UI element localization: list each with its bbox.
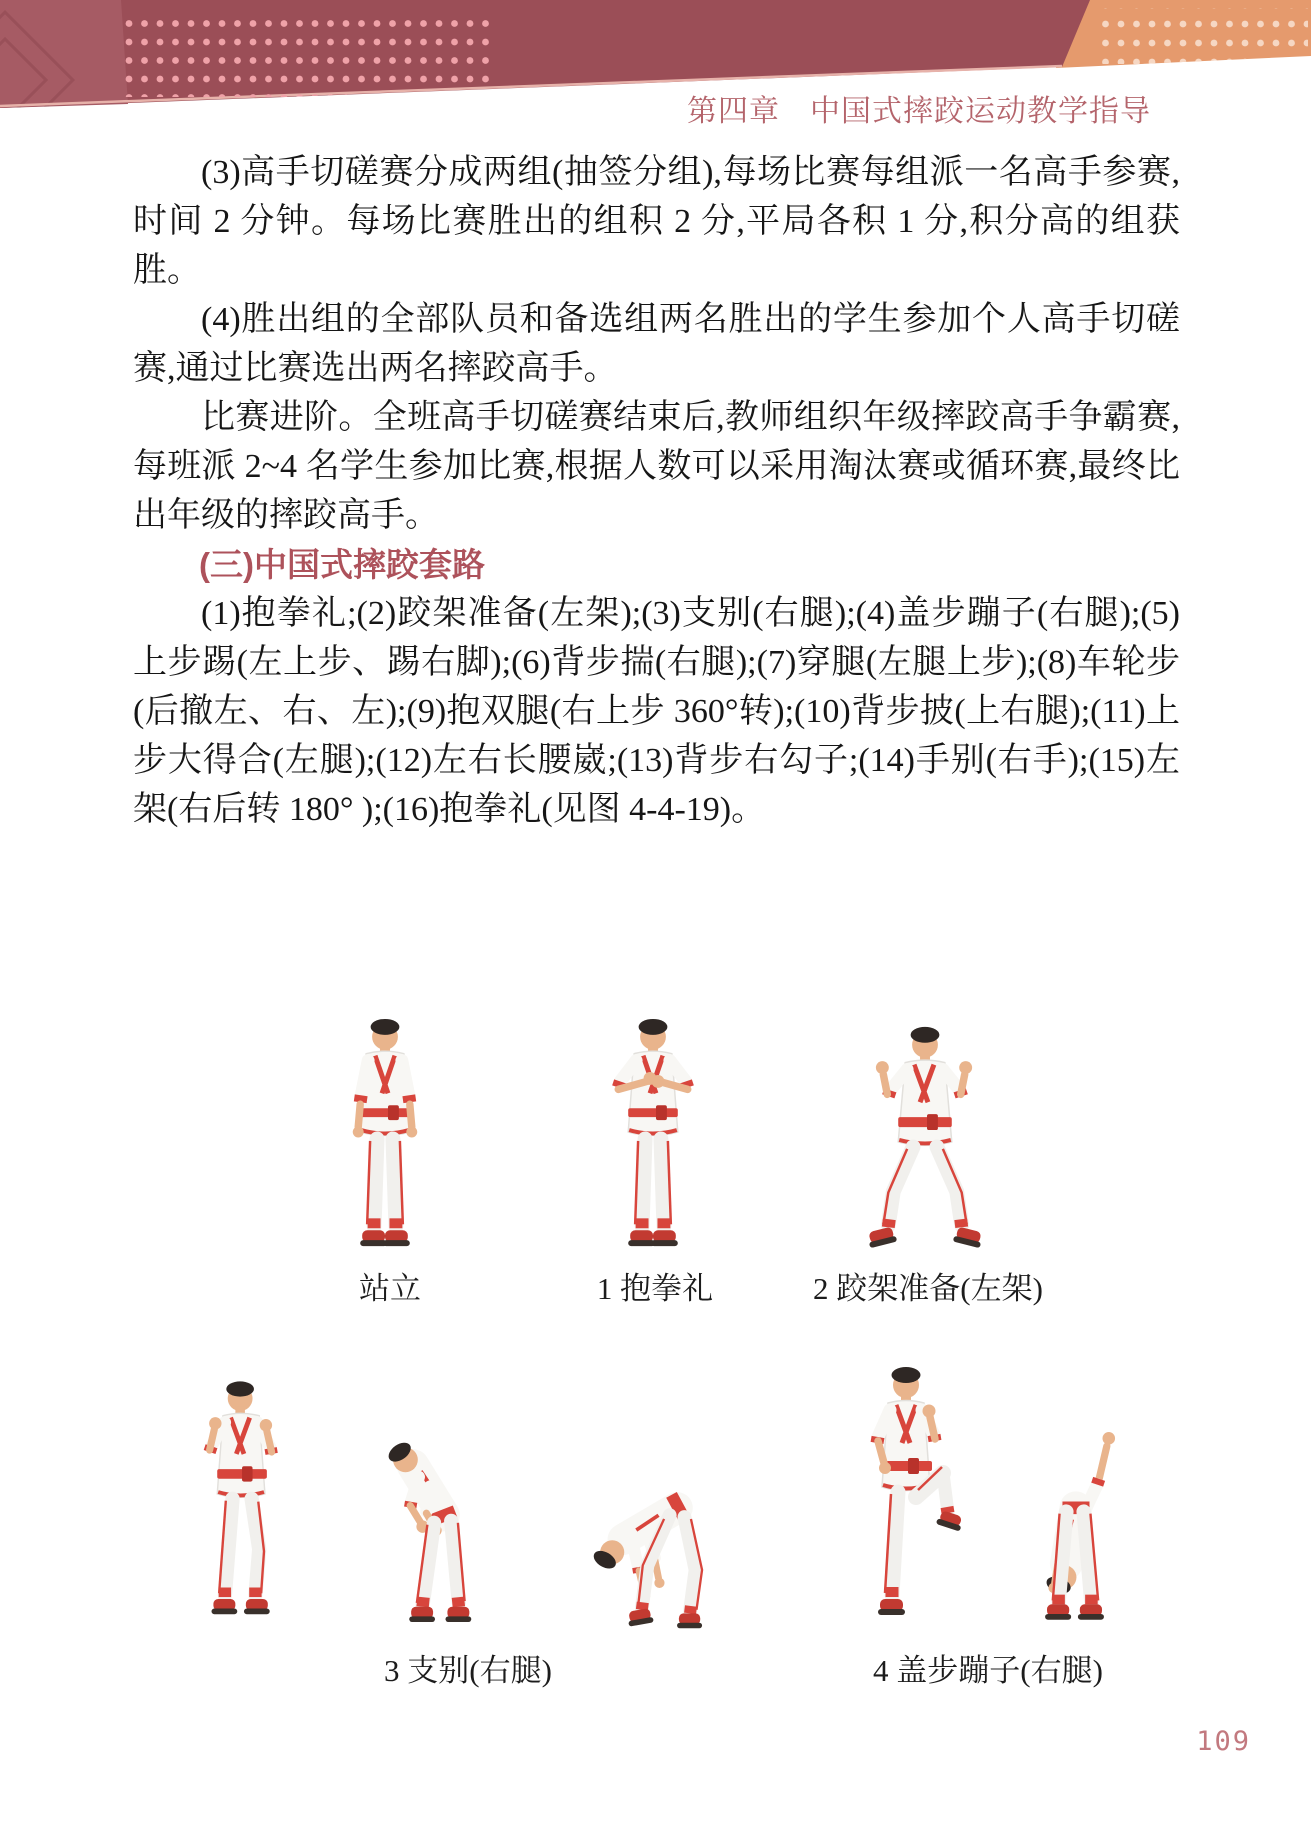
paragraph-routine-list: (1)抱拳礼;(2)跤架准备(左架);(3)支别(右腿);(4)盖步蹦子(右腿);(5)上步踢(左上步、踢右脚);(6)背步揣(右腿);(7)穿腿(左腿上步);(8)车轮步(后撤左、右、左);(9)抱双腿(右上步 360°转);(10)背步披(上右腿);(11)上步大得合(左腿);(12)左右长腰崴;(13)背步右勾子;(14)手别(右手);(15)左架(右后转 180° );(16)抱拳礼(见图 4-4-19)。: [133, 595, 1180, 828]
photo-zhibie-guard: [178, 1368, 308, 1640]
paragraph-item-4: (4)胜出组的全部队员和备选组两名胜出的学生参加个人高手切磋赛,通过比赛选出两名摔跤高手。: [133, 301, 1180, 387]
photo-zhibie-lean: [360, 1372, 510, 1644]
chapter-title: 中国式摔跤运动教学指导: [810, 95, 1151, 128]
photo-gaibu-knee-up: [838, 1355, 978, 1640]
caption-zhibie: 3 支别(右腿): [384, 1653, 552, 1688]
page-number: 109: [1196, 1726, 1251, 1757]
chapter-header: [687, 95, 1151, 129]
caption-gaibubengzi: 4 盖步蹦子(右腿): [873, 1653, 1103, 1688]
photo-stance-ready: [833, 1015, 1018, 1258]
photo-standing: [330, 1012, 440, 1260]
photo-fist-salute: [578, 1012, 728, 1260]
caption-stance-ready: 2 跤架准备(左架): [813, 1271, 1043, 1306]
body-text: [133, 148, 1180, 834]
paragraph-competition-advance: 比赛进阶。全班高手切磋赛结束后,教师组织年级摔跤高手争霸赛,每班派 2~4 名学生参加比赛,根据人数可以采用淘汰赛或循环赛,最终比出年级的摔跤高手。: [133, 399, 1180, 534]
caption-fist-salute: 1 抱拳礼: [596, 1271, 714, 1306]
paragraph-item-3: (3)高手切磋赛分成两组(抽签分组),每场比赛每组派一名高手参赛,时间 2 分钟。每场比赛胜出的组积 2 分,平局各积 1 分,积分高的组获胜。: [133, 154, 1180, 289]
banner-dots-orange: [1098, 8, 1308, 64]
section-heading: (三)中国式摔跤套路: [199, 546, 485, 583]
banner-dots-maroon: [123, 9, 497, 97]
photo-gaibu-bend-arm-up: [1000, 1365, 1150, 1640]
photo-zhibie-bend: [540, 1380, 740, 1644]
caption-standing: 站立: [359, 1271, 421, 1306]
chapter-number: 第四章: [687, 95, 780, 128]
